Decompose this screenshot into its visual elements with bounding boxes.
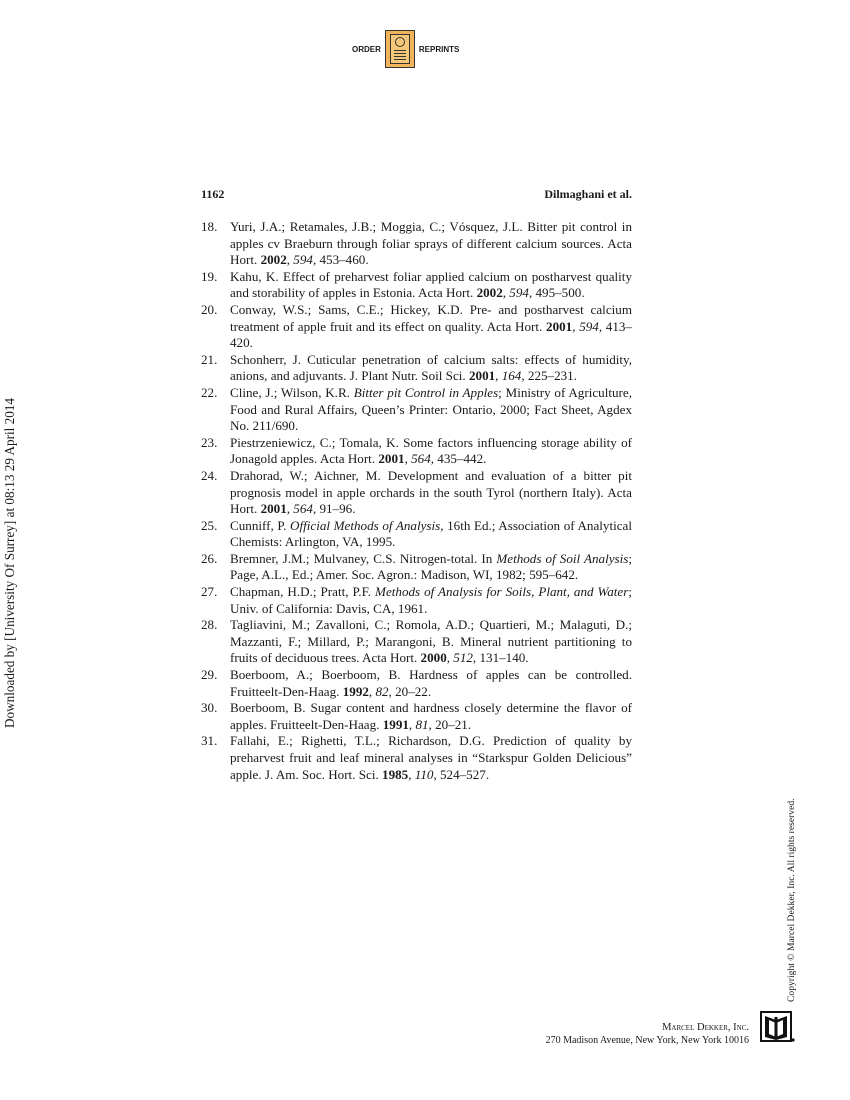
- reference-text: Cunniff, P.: [230, 517, 291, 533]
- reference-number: 30.: [201, 700, 218, 716]
- reference-text: Fallahi, E.; Righetti, T.L.; Richardson, D.G. Prediction of quality by preharvest fruit and leaf mineral analyses in “Starkspur Golden Delicious” apple. J. Am. Soc. Hort. Sci.: [230, 733, 632, 782]
- reference-text: Bitter pit Control in Apples: [353, 384, 499, 400]
- running-header: [201, 187, 632, 202]
- reference-text: ; Univ. of California: Davis, CA, 1961.: [230, 584, 632, 616]
- reference-text: Conway, W.S.; Sams, C.E.; Hickey, K.D. Pre- and postharvest calcium treatment of apple fruit and its effect on quality. Acta Hort.: [230, 301, 632, 334]
- reference-text: , 91–96.: [312, 501, 356, 517]
- reference-text: Piestrzeniewicz, C.; Tomala, K. Some factors influencing storage ability of Jonagold apples. Acta Hort.: [230, 434, 632, 467]
- reference-text: , 20–21.: [428, 716, 472, 732]
- reference-text: 2001: [260, 501, 287, 517]
- reference-text: Yuri, J.A.; Retamales, J.B.; Moggia, C.; Vósquez, J.L. Bitter pit control in apples cv Braeburn through foliar sprays of different calcium sources. Acta Hort.: [230, 219, 632, 268]
- reference-text: 81: [415, 716, 429, 732]
- reference-item: [201, 219, 632, 269]
- reference-text: ,: [404, 451, 412, 467]
- reference-text: 164: [501, 368, 522, 384]
- reference-text: 594: [579, 318, 599, 334]
- publisher-info: [546, 1021, 749, 1047]
- reference-text: Bremner, J.M.; Mulvaney, C.S. Nitrogen-total. In: [230, 550, 497, 566]
- reference-text: ; Page, A.L., Ed.; Amer. Soc. Agron.: Madison, WI, 1982; 595–642.: [230, 550, 632, 583]
- reference-text: 594: [509, 285, 529, 301]
- reference-text: , 435–442.: [430, 451, 487, 467]
- reference-text: Cline, J.; Wilson, K.R.: [230, 384, 354, 400]
- reprints-link[interactable]: REPRINTS: [418, 44, 460, 54]
- publisher-address: 270 Madison Avenue, New York, New York 10016: [545, 1035, 749, 1046]
- reference-text: , 16th Ed.; Association of Analytical Chemists: Arlington, VA, 1995.: [230, 517, 632, 550]
- reference-text: ,: [286, 252, 294, 268]
- reference-text: , 524–527.: [433, 766, 490, 782]
- download-note: Downloaded by [University Of Surrey] at 08:13 29 April 2014: [2, 397, 17, 728]
- reference-text: 2001: [378, 451, 405, 467]
- reference-text: 110: [414, 766, 434, 782]
- reference-text: , 131–140.: [472, 650, 529, 666]
- reference-number: 26.: [201, 550, 218, 566]
- page-number: 1162: [201, 187, 225, 201]
- reference-item: [201, 269, 632, 302]
- reference-text: Kahu, K. Effect of preharvest foliar applied calcium on postharvest quality and storability of apples in Estonia. Acta Hort.: [230, 268, 632, 301]
- reference-text: 564: [411, 451, 431, 467]
- publisher-name: Marcel Dekker, Inc.: [662, 1022, 749, 1033]
- reference-item: [201, 518, 632, 551]
- reference-text: 1991: [382, 716, 409, 732]
- reference-number: 25.: [201, 517, 218, 533]
- copyright-note: Copyright © Marcel Dekker, Inc. All rights reserved.: [786, 798, 797, 1002]
- reference-text: 594: [293, 252, 313, 268]
- publisher-logo-icon: [760, 1011, 796, 1043]
- reference-item: [201, 700, 632, 733]
- reference-text: Boerboom, A.; Boerboom, B. Hardness of apples can be controlled. Fruitteelt-Den-Haag.: [230, 667, 632, 699]
- reference-item: [201, 468, 632, 518]
- reference-text: 1992: [342, 683, 369, 699]
- reference-text: ; Ministry of Agriculture, Food and Rural Affairs, Queen’s Printer: Ontario, 2000; Fact Sheet, Agdex No. 211/690.: [230, 384, 632, 434]
- reference-text: ,: [408, 716, 416, 732]
- reference-item: [201, 551, 632, 584]
- reference-item: [201, 352, 632, 385]
- reference-text: 2001: [468, 368, 496, 384]
- reference-text: ,: [572, 318, 580, 334]
- reference-text: 512: [453, 650, 473, 666]
- reference-text: , 413–420.: [230, 318, 632, 351]
- reference-number: 20.: [201, 301, 218, 317]
- reference-text: ,: [502, 285, 510, 301]
- reference-item: [201, 584, 632, 617]
- reference-number: 29.: [201, 667, 218, 683]
- reference-text: 2002: [476, 285, 503, 301]
- reference-text: Chapman, H.D.; Pratt, P.F.: [230, 584, 376, 600]
- order-link[interactable]: ORDER: [352, 44, 381, 54]
- reference-item: [201, 302, 632, 352]
- reference-list: [201, 219, 632, 783]
- reference-text: Official Methods of Analysis: [290, 517, 441, 533]
- reference-number: 27.: [201, 584, 218, 600]
- reference-text: ,: [286, 501, 294, 517]
- reference-text: ,: [446, 650, 454, 666]
- reference-item: [201, 733, 632, 783]
- reference-text: 2002: [260, 252, 287, 268]
- reference-text: 82: [375, 683, 389, 699]
- reference-text: , 495–500.: [528, 285, 585, 301]
- reference-number: 19.: [201, 268, 218, 284]
- reference-number: 24.: [201, 467, 218, 483]
- order-reprints-bar: [352, 30, 459, 68]
- reference-number: 31.: [201, 733, 218, 749]
- reference-text: , 453–460.: [312, 252, 369, 268]
- reference-text: 2001: [546, 318, 573, 334]
- reference-item: [201, 435, 632, 468]
- reference-text: , 225–231.: [521, 368, 577, 384]
- reference-number: 28.: [201, 617, 218, 633]
- reference-item: [201, 617, 632, 667]
- reference-text: Drahorad, W.; Aichner, M. Development and evaluation of a bitter pit prognosis model in apple orchards in the south Tyrol (northern Italy). Acta Hort.: [230, 467, 632, 517]
- reference-number: 18.: [201, 219, 218, 234]
- reference-text: 2000: [420, 650, 447, 666]
- reference-number: 23.: [201, 434, 218, 450]
- reference-item: [201, 385, 632, 435]
- reference-number: 21.: [201, 351, 218, 367]
- reference-text: Methods of Soil Analysis: [496, 550, 629, 566]
- reference-text: 564: [293, 501, 313, 517]
- running-title: Dilmaghani et al.: [544, 187, 632, 201]
- reference-text: , 20–22.: [388, 683, 432, 699]
- reference-item: [201, 667, 632, 700]
- order-reprint-icon[interactable]: [385, 30, 415, 68]
- reference-text: Tagliavini, M.; Zavalloni, C.; Romola, A.D.; Quartieri, M.; Malaguti, D.; Mazzanti, F.; Millard, P.; Marangoni, B. Mineral nutrient partitioning to fruits of deciduous trees. Acta Hort.: [230, 617, 632, 666]
- reference-text: Methods of Analysis for Soils, Plant, and Water: [375, 584, 629, 600]
- reference-text: 1985: [382, 766, 409, 782]
- reference-text: Schonherr, J. Cuticular penetration of calcium salts: effects of humidity, anions, and adjuvants. J. Plant Nutr. Soil Sci.: [230, 351, 632, 384]
- reference-text: ,: [368, 683, 376, 699]
- reference-text: ,: [495, 368, 502, 384]
- reference-text: ,: [408, 766, 415, 782]
- reference-text: Boerboom, B. Sugar content and hardness closely determine the flavor of apples. Fruitteelt-Den-Haag.: [230, 700, 632, 732]
- reference-number: 22.: [201, 384, 218, 400]
